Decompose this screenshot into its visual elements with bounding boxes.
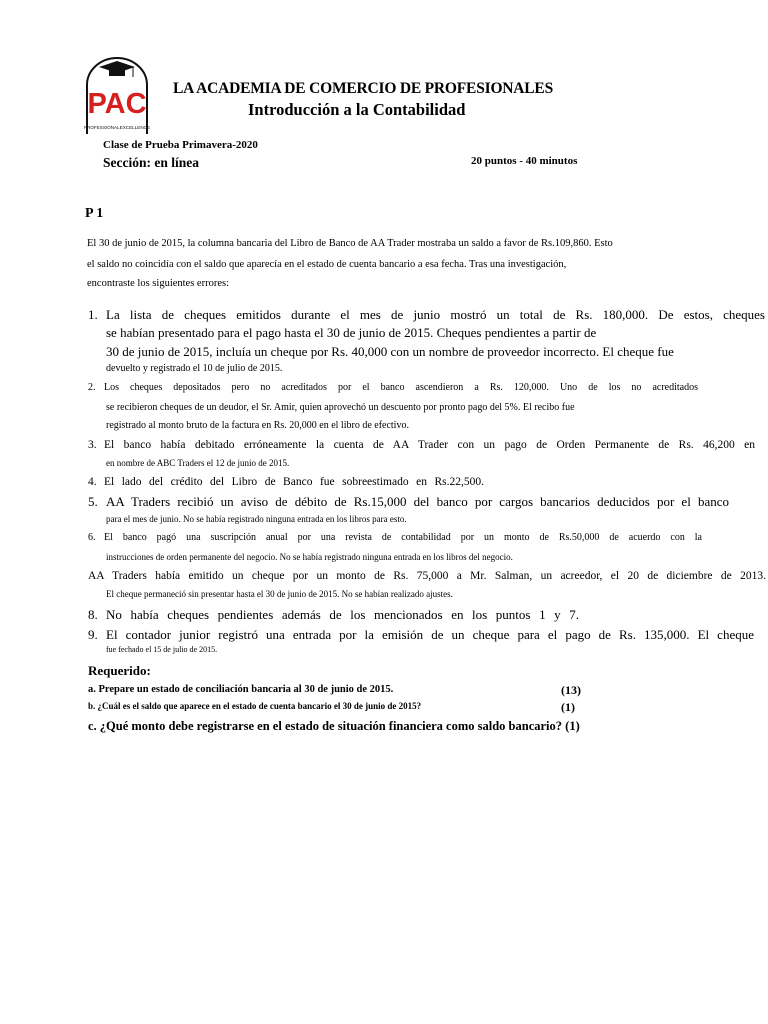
intro-line: encontraste los siguientes errores:: [87, 278, 229, 289]
requirement-a: a. Prepare un estado de conciliación bancaria al 30 de junio de 2015.: [88, 684, 394, 695]
requirement-a-marks: (13): [561, 683, 581, 697]
class-name: Clase de Prueba Primavera-2020: [103, 139, 258, 151]
item-number: 9.: [88, 627, 98, 642]
logo-text: PAC: [87, 88, 147, 120]
item-text: se habían presentado para el pago hasta el 30 de junio de 2015. Cheques pendientes a partir de: [106, 325, 597, 340]
item-number: 4.: [88, 476, 97, 488]
item-text: registrado al monto bruto de la factura en Rs. 20,000 en el libro de efectivo.: [106, 420, 409, 431]
requirement-b-marks: (1): [561, 700, 575, 714]
item-text: devuelto y registrado el 10 de julio de 2015.: [106, 363, 283, 374]
required-heading: Requerido:: [88, 663, 151, 678]
item-text: Los cheques depositados pero no acreditados por el banco ascendieron a Rs. 120,000. Uno de los no acreditados: [104, 382, 698, 393]
course-title: Introducción a la Contabilidad: [248, 100, 466, 119]
item-text: No había cheques pendientes además de los mencionados en los puntos 1 y 7.: [106, 607, 579, 622]
pac-logo: [84, 57, 150, 135]
item-text: El banco había debitado erróneamente la cuenta de AA Trader con un pago de Orden Permanente de Rs. 46,200 en: [104, 439, 755, 451]
item-text: AA Traders recibió un aviso de débito de Rs.15,000 del banco por cargos bancarios deducidos por el banco: [106, 494, 729, 509]
item-number: 2.: [88, 382, 96, 393]
requirement-c: c. ¿Qué monto debe registrarse en el estado de situación financiera como saldo bancario? (1): [88, 719, 580, 733]
requirement-b: b. ¿Cuál es el saldo que aparece en el estado de cuenta bancario el 30 de junio de 2015?: [88, 701, 422, 711]
item-text: El banco pagó una suscripción anual por una revista de contabilidad por un monto de Rs.50,000 de acuerdo con la: [104, 532, 702, 543]
question-label: P 1: [85, 206, 104, 221]
item-number: 1.: [88, 307, 98, 322]
item-text: El contador junior registró una entrada por la emisión de un cheque para el pago de Rs. 135,000. El cheque: [106, 627, 754, 642]
item-text: La lista de cheques emitidos durante el mes de junio mostró un total de Rs. 180,000. De estos, cheques: [106, 307, 765, 322]
institution-name: LA ACADEMIA DE COMERCIO DE PROFESIONALES: [173, 80, 553, 97]
item-text: para el mes de junio. No se había registrado ninguna entrada en los libros para esto.: [106, 514, 407, 524]
intro-line: el saldo no coincidía con el saldo que aparecía en el estado de cuenta bancario a esa fecha. Tras una investigación,: [87, 259, 567, 270]
item-text: 30 de junio de 2015, incluía un cheque por Rs. 40,000 con un nombre de proveedor incorrecto. El cheque fue: [106, 344, 674, 359]
item-number: 6.: [88, 532, 96, 543]
item-text: instrucciones de orden permanente del negocio. No se había registrado ninguna entrada en los libros del negocio.: [106, 552, 513, 562]
logo-tagline: PROFESSIONALEXCELLENCE: [84, 125, 150, 130]
item-number: 5.: [88, 494, 98, 509]
item-text: El cheque permaneció sin presentar hasta el 30 de junio de 2015. No se habían realizado ajustes.: [106, 589, 453, 599]
item-text: AA Traders había emitido un cheque por un monto de Rs. 75,000 a Mr. Salman, un acreedor, el 20 de diciembre de 2013.: [88, 570, 766, 582]
item-text: El lado del crédito del Libro de Banco fue sobreestimado en Rs.22,500.: [104, 476, 484, 488]
section-label: Sección: en línea: [103, 155, 199, 170]
item-text: se recibieron cheques de un deudor, el Sr. Amir, quien aprovechó un descuento por pronto pago del 5%. El recibo fue: [106, 402, 575, 413]
item-number: 8.: [88, 607, 98, 622]
intro-line: El 30 de junio de 2015, la columna bancaria del Libro de Banco de AA Trader mostraba un saldo a favor de Rs.109,860. Esto: [87, 238, 613, 249]
item-text: fue fechado el 15 de julio de 2015.: [106, 645, 218, 654]
graduation-cap-icon: [99, 61, 135, 77]
item-number: 3.: [88, 439, 97, 451]
points-time: 20 puntos - 40 minutos: [471, 155, 578, 167]
item-text: en nombre de ABC Traders el 12 de junio de 2015.: [106, 458, 290, 468]
